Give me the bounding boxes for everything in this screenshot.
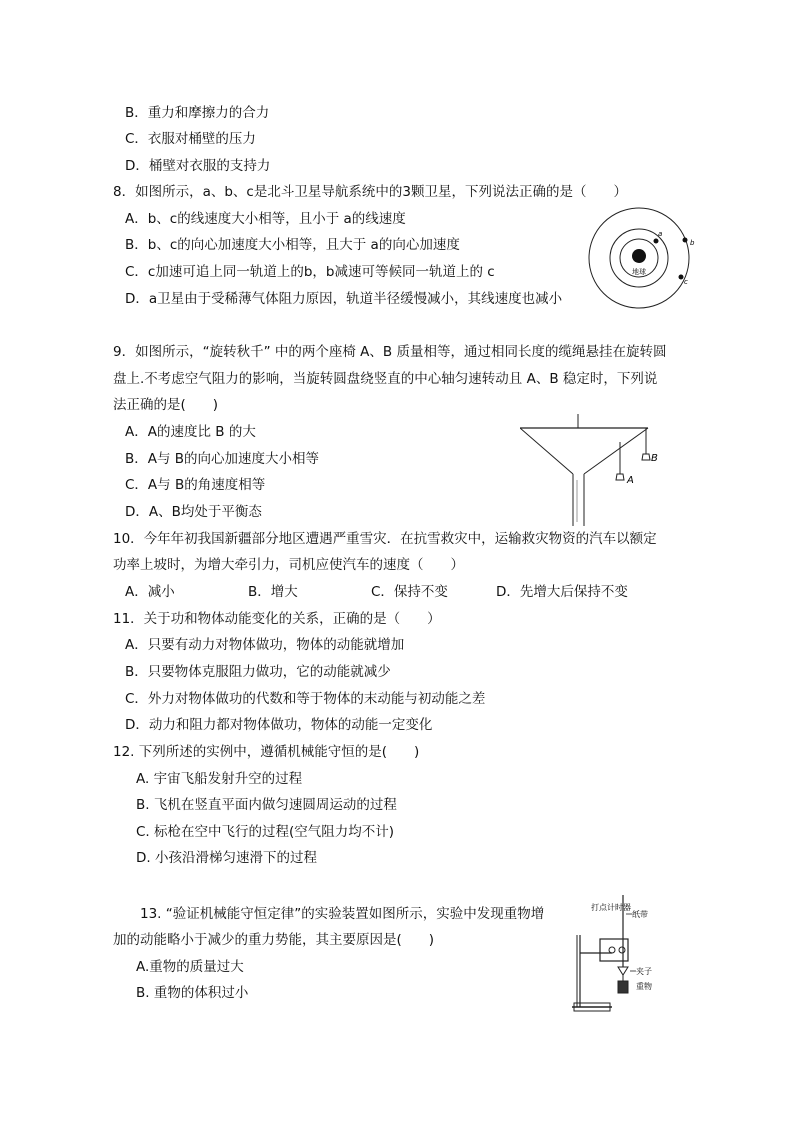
- q10-option-b: B．增大: [248, 584, 298, 600]
- q7-option-c: C．衣服对桶壁的压力: [125, 131, 256, 147]
- q11-option-c: C．外力对物体做功的代数和等于物体的末动能与初动能之差: [125, 691, 486, 707]
- tape-label: 纸带: [632, 910, 648, 919]
- q13-option-a: A.重物的质量过大: [136, 959, 244, 975]
- q13-stem-2: 加的动能略小于减少的重力势能，其主要原因是( ): [113, 932, 435, 948]
- clip-label: 夹子: [636, 967, 652, 976]
- q10-stem-1: 10．今年年初我国新疆部分地区遭遇严重雪灾．在抗雪救灾中，运输救灾物资的汽车以额定: [113, 531, 657, 547]
- q10-stem-2: 功率上坡时，为增大牵引力，司机应使汽车的速度（ ）: [113, 557, 464, 573]
- q9-stem-1: 9．如图所示，“旋转秋千” 中的两个座椅 A、B 质量相等，通过相同长度的缆绳悬挂在旋转圆: [113, 344, 667, 360]
- q12-option-c: C. 标枪在空中飞行的过程(空气阻力均不计): [136, 824, 395, 840]
- q7-option-d: D．桶壁对衣服的支持力: [125, 158, 271, 174]
- q11-option-d: D．动力和阻力都对物体做功，物体的动能一定变化: [125, 717, 433, 733]
- q11-stem: 11．关于功和物体动能变化的关系，正确的是（ ）: [113, 611, 441, 627]
- rotating-swing-figure: [520, 414, 670, 526]
- q8-option-d: D．a卫星由于受稀薄气体阻力原因，轨道半径缓慢减小，其线速度也减小: [125, 291, 563, 307]
- seat-a-label: A: [627, 475, 634, 486]
- q7-option-b: B．重力和摩擦力的合力: [125, 105, 270, 121]
- q9-stem-3: 法正确的是( ): [113, 397, 219, 413]
- q12-option-d: D. 小孩沿滑梯匀速滑下的过程: [136, 850, 317, 866]
- q11-option-b: B．只要物体克服阻力做功，它的动能就减少: [125, 664, 391, 680]
- q11-option-a: A．只要有动力对物体做功，物体的动能就增加: [125, 637, 405, 653]
- sat-c-label: c: [684, 278, 688, 286]
- q12-option-b: B. 飞机在竖直平面内做匀速圆周运动的过程: [136, 797, 397, 813]
- sat-b-label: b: [690, 239, 695, 247]
- q10-option-c: C．保持不变: [371, 584, 448, 600]
- q9-option-b: B．A与 B的向心加速度大小相等: [125, 451, 320, 467]
- q8-option-a: A．b、c的线速度大小相等，且小于 a的线速度: [125, 211, 406, 227]
- seat-b-label: B: [651, 453, 658, 464]
- sat-a-label: a: [658, 230, 663, 238]
- earth-label: 地球: [632, 268, 646, 276]
- mechanical-energy-apparatus-figure: [572, 895, 672, 1017]
- q8-stem: 8．如图所示，a、b、c是北斗卫星导航系统中的3颗卫星，下列说法正确的是（ ）: [113, 184, 627, 200]
- q12-stem: 12. 下列所述的实例中，遵循机械能守恒的是( ): [113, 744, 420, 760]
- timer-label: 打点计时器: [591, 903, 631, 912]
- satellite-orbit-figure: [585, 205, 705, 310]
- q8-option-b: B．b、c的向心加速度大小相等，且大于 a的向心加速度: [125, 237, 460, 253]
- q13-option-b: B. 重物的体积过小: [136, 985, 249, 1001]
- q9-option-d: D．A、B均处于平衡态: [125, 504, 262, 520]
- weight-label: 重物: [636, 982, 652, 991]
- q9-option-c: C．A与 B的角速度相等: [125, 477, 266, 493]
- q13-stem-1: 13. “验证机械能守恒定律”的实验装置如图所示，实验中发现重物增: [140, 906, 545, 922]
- q9-stem-2: 盘上.不考虑空气阻力的影响，当旋转圆盘绕竖直的中心轴匀速转动且 A、B 稳定时，下列说: [113, 371, 658, 387]
- q10-option-a: A．减小: [125, 584, 175, 600]
- q8-option-c: C．c加速可追上同一轨道上的b，b减速可等候同一轨道上的 c: [125, 264, 495, 280]
- q10-option-d: D．先增大后保持不变: [496, 584, 628, 600]
- q12-option-a: A. 宇宙飞船发射升空的过程: [136, 771, 303, 787]
- q9-option-a: A．A的速度比 B 的大: [125, 424, 256, 440]
